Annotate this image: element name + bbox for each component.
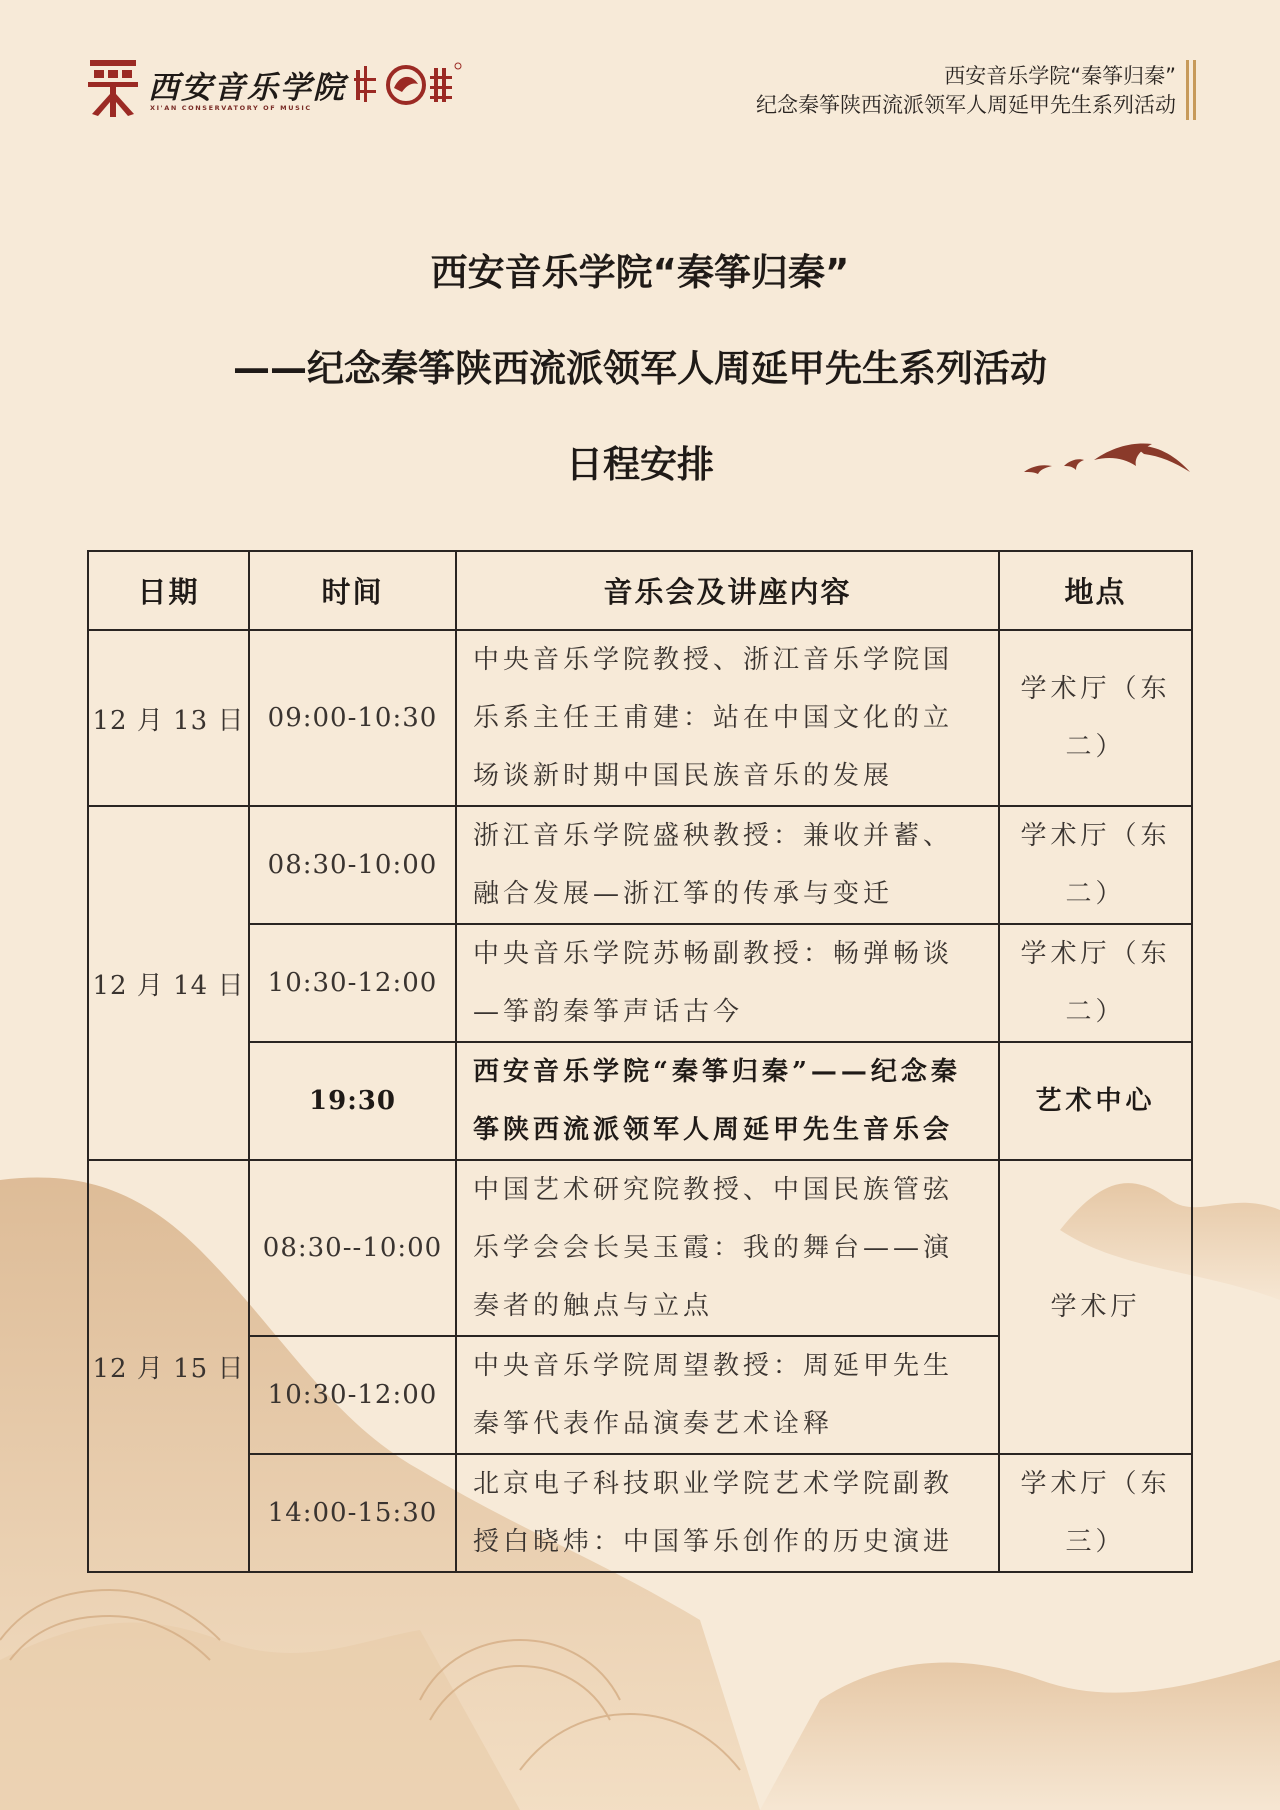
table-row-concert bbox=[88, 1042, 1192, 1160]
table-row bbox=[88, 924, 1192, 1042]
venue-cell: 学术厅（东二） bbox=[999, 630, 1192, 806]
venue-cell: 艺术中心 bbox=[999, 1042, 1192, 1160]
time-cell: 10:30-12:00 bbox=[249, 924, 456, 1042]
table-row bbox=[88, 630, 1192, 806]
content-cell: 中国艺术研究院教授、中国民族管弦乐学会会长吴玉霞：我的舞台——演奏者的触点与立点 bbox=[456, 1160, 999, 1336]
table-row bbox=[88, 806, 1192, 924]
header-line-1: 西安音乐学院“秦筝归秦” bbox=[944, 64, 1176, 88]
header-divider bbox=[1193, 60, 1196, 120]
time-cell: 09:00-10:30 bbox=[249, 630, 456, 806]
date-cell: 12 月 15 日 bbox=[88, 1160, 249, 1572]
content-cell: 西安音乐学院“秦筝归秦”——纪念秦筝陕西流派领军人周延甲先生音乐会 bbox=[456, 1042, 999, 1160]
table-header-row bbox=[88, 551, 1192, 630]
content-cell: 中央音乐学院苏畅副教授：畅弹畅谈—筝韵秦筝声话古今 bbox=[456, 924, 999, 1042]
time-cell: 08:30--10:00 bbox=[249, 1160, 456, 1336]
header-divider bbox=[1186, 60, 1189, 120]
schedule-table bbox=[87, 550, 1193, 1573]
content-cell: 中央音乐学院教授、浙江音乐学院国乐系主任王甫建：站在中国文化的立场谈新时期中国民族音乐的发展 bbox=[456, 630, 999, 806]
venue-cell: 学术厅 bbox=[999, 1160, 1192, 1454]
column-header-venue: 地点 bbox=[999, 551, 1192, 630]
school-name-en: XI'AN CONSERVATORY OF MUSIC bbox=[150, 104, 312, 112]
venue-cell: 学术厅（东二） bbox=[999, 924, 1192, 1042]
conservatory-logo-icon bbox=[86, 58, 140, 120]
date-cell: 12 月 13 日 bbox=[88, 630, 249, 806]
flying-birds-icon bbox=[1024, 436, 1194, 486]
venue-cell: 学术厅（东二） bbox=[999, 806, 1192, 924]
column-header-time: 时间 bbox=[249, 551, 456, 630]
event-series-header bbox=[756, 62, 1176, 120]
header-line-2: 纪念秦筝陕西流派领军人周延甲先生系列活动 bbox=[756, 93, 1176, 117]
column-header-content: 音乐会及讲座内容 bbox=[456, 551, 999, 630]
content-cell: 北京电子科技职业学院艺术学院副教授白晓炜：中国筝乐创作的历史演进 bbox=[456, 1454, 999, 1572]
time-cell: 14:00-15:30 bbox=[249, 1454, 456, 1572]
table-row bbox=[88, 1454, 1192, 1572]
date-cell: 12 月 14 日 bbox=[88, 806, 249, 1160]
content-cell: 浙江音乐学院盛秧教授：兼收并蓄、融合发展—浙江筝的传承与变迁 bbox=[456, 806, 999, 924]
page-subtitle: ——纪念秦筝陕西流派领军人周延甲先生系列活动 bbox=[233, 347, 1047, 390]
content-cell: 中央音乐学院周望教授：周延甲先生秦筝代表作品演奏艺术诠释 bbox=[456, 1336, 999, 1454]
table-row bbox=[88, 1160, 1192, 1336]
school-name: 西安音乐学院 bbox=[148, 70, 346, 106]
column-header-date: 日期 bbox=[88, 551, 249, 630]
time-cell: 10:30-12:00 bbox=[249, 1336, 456, 1454]
time-cell: 19:30 bbox=[249, 1042, 456, 1160]
page-title: 西安音乐学院“秦筝归秦” bbox=[430, 251, 850, 294]
time-cell: 08:30-10:00 bbox=[249, 806, 456, 924]
venue-cell: 学术厅（东三） bbox=[999, 1454, 1192, 1572]
page-header bbox=[0, 0, 1280, 140]
schedule-heading: 日程安排 bbox=[566, 443, 714, 486]
partner-seal-logo-icon bbox=[354, 60, 464, 110]
